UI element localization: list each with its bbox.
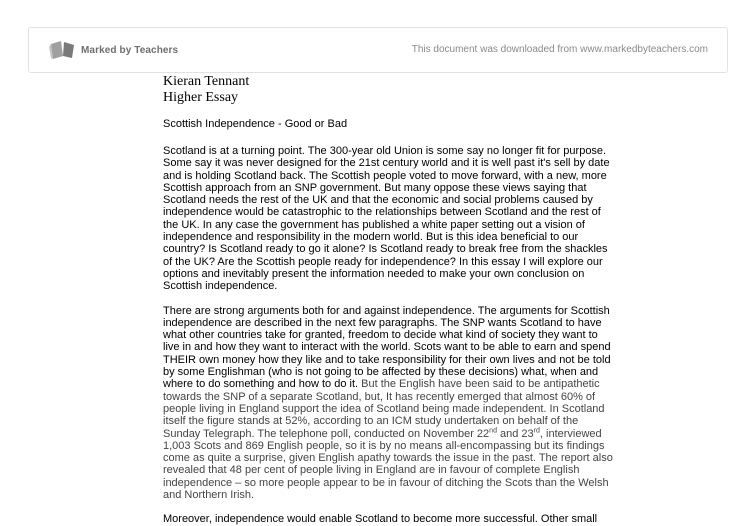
essay-title: Scottish Independence - Good or Bad [163,118,348,130]
course-name: Higher Essay [163,90,239,105]
paragraph-arguments [163,305,615,502]
download-note: This document was downloaded from www.markedbyteachers.com [411,44,708,55]
paragraph-arguments-part2: But the English have been said to be antipathetic towards the SNP of a separate Scotland, but, It has recently emerged that almost 60% of people living in England support the idea of Scotland being made independent. In Scotland itself the figure stands at 52%, according to an ICM study undertaken on behalf of the Sunday Telegraph. The telephone poll, conducted on November 22 [163,378,605,440]
paragraph-intro: Scotland is at a turning point. The 300-year old Union is some say no longer fit for purpose. Some say it was never designed for the 21st century world and it is well past it's sell by date and is holding Scotland back. The Scottish people voted to move forward, with a new, more Scottish approach from an SNP government. But many oppose these views saying that Scotland needs the rest of the UK and that the economic and social problems caused by independence would be catastrophic to the relationships between Scotland and the rest of the UK. In any case the government has published a white paper setting out a vision of independence and responsibility in the modern world. But is this idea beneficial to our country? Is Scotland ready to go it alone? Is Scotland ready to break free from the shackles of the UK? Are the Scottish people ready for independence? In this essay I will explore our options and inevitably present the information needed to make your own conclusion on Scottish independence. [163,145,610,293]
ordinal-suffix-nd: nd [489,426,497,434]
paragraph-moreover: Moreover, independence would enable Scotland to become more successful. Other small [163,513,598,526]
ordinal-suffix-rd: rd [533,426,540,434]
paragraph-arguments-part1: There are strong arguments both for and against independence. The arguments for Scottish independence are described in the next few paragraphs. The SNP wants Scotland to have what other countries take for granted, freedom to decide what kind of society they want to live in and how they want to interact with the world. Scots want to be able to earn and spend THEIR own money how they like and to take responsibility for their own lives and not be told by some Englishman (who is not going to be affected by these decisions) what, when and where to do something and how to do it. [163,304,611,391]
essay-document [163,74,615,526]
paragraph-arguments-part4: , interviewed 1,003 Scots and 869 English people, so it is by no means all-encompassing but its findings come as quite a surprise, given English apathy towards the issue in the past. The report also revealed that 48 per cent of people living in England are in favour of complete English independence – so more people appear to be in favour of ditching the Scots than the Welsh and Northern Irish. [163,427,613,502]
brand-name: Marked by Teachers [81,44,179,56]
download-banner [28,27,728,73]
open-book-icon [49,40,77,60]
paragraph-arguments-part3: and 23 [496,427,534,440]
author-name: Kieran Tennant [163,74,250,89]
brand-logo[interactable] [49,40,178,60]
